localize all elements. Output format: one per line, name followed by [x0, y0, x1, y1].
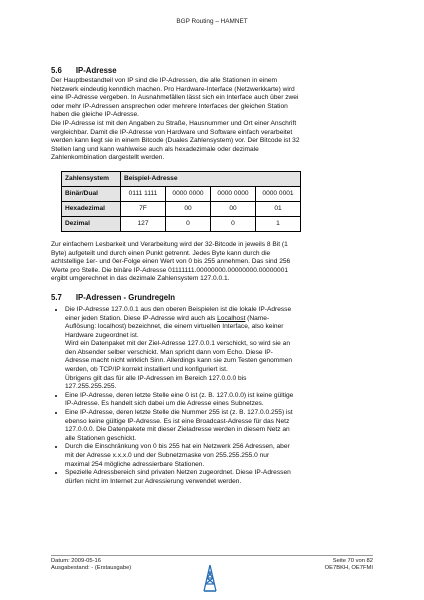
table-cell: 0	[166, 216, 211, 231]
section-5-7-heading	[51, 293, 381, 302]
radio-mast-icon	[201, 564, 219, 592]
text-fragment: einer jeden Station. Diese IP-Adresse wird auch als	[65, 314, 218, 322]
text-line: Die IP-Adresse ist mit den Angaben zu Straße, Hausnummer und Ort einer Anschrift	[51, 119, 297, 127]
text-line: Netzwerk eindeutig kenntlich machen. Pro Hardware-Interface (Netzwerkkarte) wird	[51, 85, 295, 93]
table-cell: 7F	[121, 201, 166, 216]
section-5-6-heading	[51, 66, 381, 75]
table-row	[62, 201, 301, 216]
footer-authors: OE7BKH, OE7FMI	[324, 565, 373, 572]
list-item	[65, 409, 381, 443]
ip-address-table	[61, 171, 301, 232]
section-title: IP-Adresse	[75, 66, 117, 75]
table-cell: 127	[121, 216, 166, 231]
list-item	[65, 306, 381, 392]
text-line: Der Hauptbestandteil von IP sind die IP-Adressen, die alle Stationen in einem	[51, 77, 278, 84]
table-cell: 0000 0000	[166, 186, 211, 201]
text-line: haben die gleiche IP-Adresse.	[51, 111, 139, 119]
text-line: Werte pro Stelle. Die binäre IP-Adresse 01111111.00000000.00000000.00000001	[51, 266, 289, 274]
text-line: werden kann liegt sie in einem Bitcode (Duales Zahlensystem) vor. Der Bitcode ist 32	[51, 137, 300, 145]
footer-edition: Ausgabestand: - (Erstausgabe)	[51, 565, 132, 572]
text-line: 127.255.255.255.	[65, 383, 117, 391]
text-line: Hardware zugeordnet ist.	[65, 331, 139, 339]
footer-divider	[51, 555, 373, 556]
text-line: Zahlenkombination dargestellt werden.	[51, 154, 165, 162]
text-line: Adresse macht nicht wirklich Sinn. Allerdings kann sie zum Testen genommen	[65, 357, 293, 365]
text-line: 127.0.0.0. Die Datenpakete mit dieser Zieladresse werden in diesem Netz an	[65, 426, 290, 434]
text-line: • Eine IP-Adresse, deren letzte Stelle die Nummer 255 ist (z. B. 127.0.0.255) ist	[65, 409, 293, 417]
table-cell: 1	[256, 216, 301, 231]
text-line: Byte) aufgeteilt und durch einen Punkt getrennt. Jedes Byte kann durch die	[51, 249, 271, 257]
table-cell: 00	[211, 201, 256, 216]
table-row	[62, 186, 301, 201]
table-cell: 0111 1111	[121, 186, 166, 201]
footer-page-number: Seite 70 von 82	[332, 558, 373, 564]
text-line: den Absender selber verschickt. Man spricht dann vom Echo. Diese IP-	[65, 348, 273, 356]
section-number: 5.6	[51, 66, 62, 75]
text-line: oder mehr IP-Adressen ansprechen oder mehrere Interfaces der gleichen Station	[51, 102, 288, 110]
list-item	[65, 469, 381, 486]
table-cell: 0	[211, 216, 256, 231]
text-line: achtstellige 1er- und 0er-Folge einen Wert von 0 bis 255 annehmen. Das sind 256	[51, 258, 291, 266]
text-line: werden, ob TCP/IP korrekt installiert und konfiguriert ist.	[65, 366, 228, 374]
text-line: Stellen lang und kann wahlweise auch als hexadezimale oder dezimale	[51, 145, 259, 153]
text-line: eine IP-Adresse vergeben. In Ausnahmefällen lässt sich ein Interface auch über zwei	[51, 94, 299, 102]
text-line: IP-Adresse. Es handelt sich dabei um die Adresse eines Subnetzes.	[65, 400, 264, 408]
text-fragment: (Name-	[245, 314, 270, 322]
table-header-row	[62, 171, 301, 186]
page-header-title: BGP Routing – HAMNET	[176, 18, 248, 25]
text-line: Übrigens gilt das für alle IP-Adressen im Bereich 127.0.0.0 bis	[65, 374, 247, 382]
section-number: 5.7	[51, 292, 62, 302]
localhost-term: Localhost	[217, 314, 246, 322]
rules-list	[51, 306, 381, 486]
table-row	[62, 216, 301, 231]
table-cell: 0000 0000	[211, 186, 256, 201]
text-line: • Die IP-Adresse 127.0.0.1 aus den oberen Beispielen ist die lokale IP-Adresse	[65, 305, 292, 313]
list-item	[65, 392, 381, 409]
section-5-6-paragraph-2	[51, 241, 381, 284]
text-line: Wird ein Datenpaket mit der Ziel-Adresse 127.0.0.1 verschickt, so wird sie an	[65, 340, 291, 348]
table-header-cell: Zahlensystem	[62, 171, 121, 186]
text-line: mit der Adresse x.x.x.0 und der Subnetzmaske von 255.255.255.0 nur	[65, 452, 270, 459]
footer-left	[51, 558, 131, 572]
table-header-cell: Beispiel-Adresse	[121, 171, 301, 186]
text-line: maximal 254 mögliche adressierbare Stationen.	[65, 460, 205, 468]
text-line: ergibt umgerechnet in das dezimale Zahlensystem 127.0.0.1.	[51, 275, 230, 283]
text-line: ebenso keine gültige IP-Adresse. Es ist eine Broadcast-Adresse für das Netz	[65, 417, 290, 425]
table-cell: 01	[256, 201, 301, 216]
text-line: alle Stationen geschickt.	[65, 434, 137, 442]
table-cell: 00	[166, 201, 211, 216]
section-5-6-paragraph-1	[51, 77, 381, 163]
footer-date: Datum: 2009-05-16	[51, 558, 101, 564]
row-label: Dezimal	[62, 216, 121, 231]
table-cell: 0000 0001	[256, 186, 301, 201]
text-line: • Eine IP-Adresse, deren letzte Stelle eine 0 ist (z. B. 127.0.0.0) ist keine gültige	[65, 391, 294, 399]
row-label: Binär/Dual	[62, 186, 121, 201]
page-content	[51, 66, 381, 486]
row-label: Hexadezimal	[62, 201, 121, 216]
text-line: • Durch die Einschränkung von 0 bis 255 hat ein Netzwerk 256 Adressen, aber	[65, 443, 290, 451]
list-item	[65, 443, 381, 469]
text-line: vergleichbar. Damit die IP-Adresse von Hardware und Software einfach verarbeitet	[51, 128, 293, 136]
text-line: Zur einfachern Lesbarkeit und Verarbeitung wird der 32-Bitcode in jeweils 8 Bit (1	[51, 240, 288, 248]
text-line: dürfen nicht im Internet zur Adressierung verwendet werden.	[65, 477, 242, 485]
section-title: IP-Adressen - Grundregeln	[75, 292, 176, 302]
text-line-with-link	[65, 315, 381, 324]
text-line: Auflösung: localhost) bezeichnet, die einem virtuellen Interface, also keiner	[65, 323, 284, 331]
text-line: • Spezielle Adressbereich sind privaten Netzen zugeordnet. Diese IP-Adressen	[65, 469, 291, 477]
footer-right	[325, 558, 373, 572]
